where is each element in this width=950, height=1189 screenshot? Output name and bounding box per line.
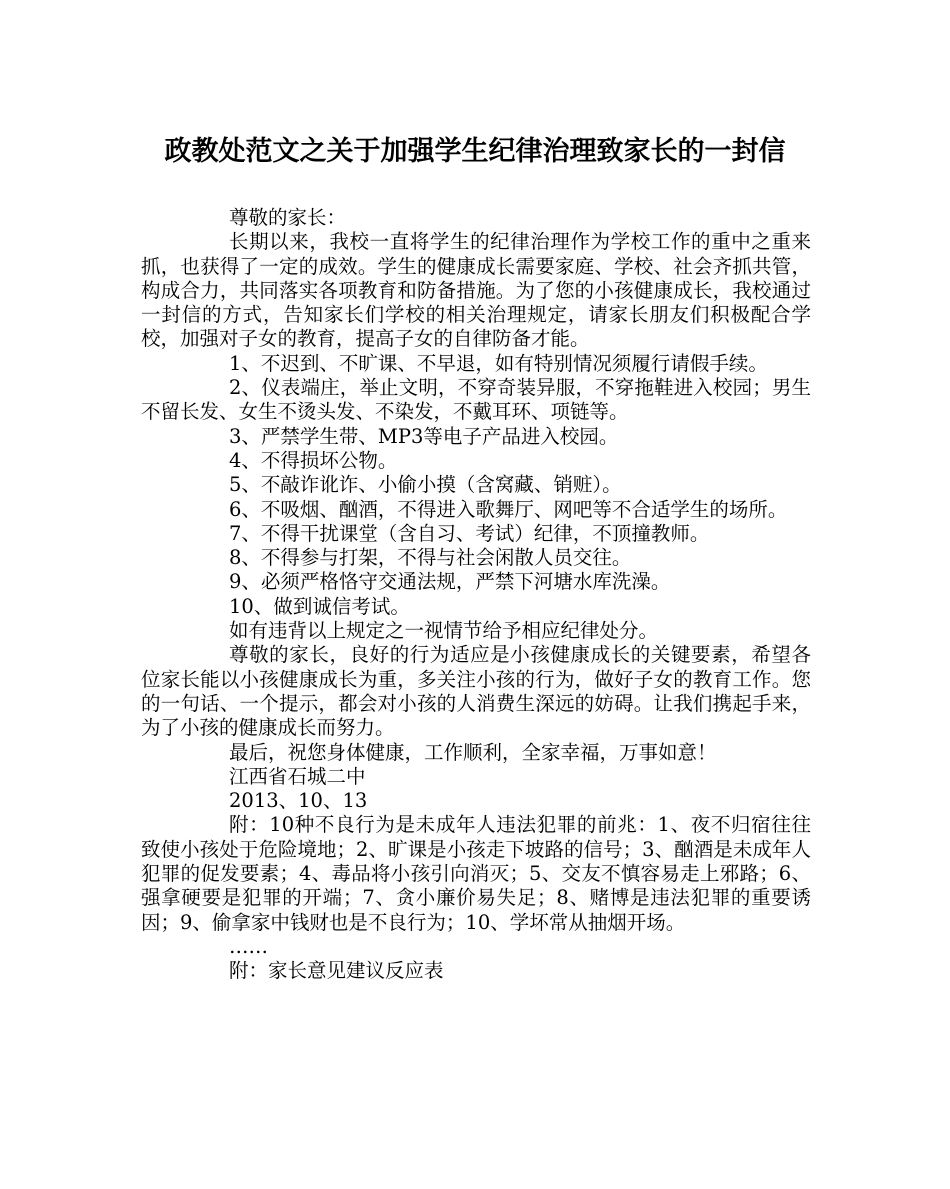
appeal-paragraph: 尊敬的家长，良好的行为适应是小孩健康成长的关键要素，希望各位家长能以小孩健康成长为重，多关注小孩的行为，做好子女的教育工作。您的一句话、一个提示，都会对小孩的人消费生深远的妨碍。让我们携起手来，为了小孩的健康成长而努力。 (141, 643, 811, 740)
appendix-form-title: 附：家长意见建议反应表 (229, 959, 444, 983)
rule-item: 6、不吸烟、酗酒，不得进入歌舞厅、网吧等不合适学生的场所。 (229, 497, 788, 521)
ellipsis: …… (229, 934, 268, 958)
school-signature: 江西省石城二中 (229, 764, 366, 788)
appendix-paragraph: 附：10种不良行为是未成年人违法犯罪的前兆：1、夜不归宿往往致使小孩处于危险境地；2、旷课是小孩走下坡路的信号；3、酗酒是未成年人犯罪的促发要素；4、毒品将小孩引向消灭；5、交友不慎容易走上邪路；6、强拿硬要是犯罪的开端；7、贪小廉价易失足；8、赌博是违法犯罪的重要诱因；9、偷拿家中钱财也是不良行为；10、学坏常从抽烟开场。 (141, 813, 811, 934)
rule-item: 1、不迟到、不旷课、不早退，如有特别情况须履行请假手续。 (229, 351, 768, 375)
intro-paragraph: 长期以来，我校一直将学生的纪律治理作为学校工作的重中之重来抓，也获得了一定的成效。学生的健康成长需要家庭、学校、社会齐抓共管，构成合力，共同落实各项教育和防备措施。为了您的小孩健康成长，我校通过一封信的方式，告知家长们学校的相关治理规定，请家长朋友们积极配合学校，加强对子女的教育，提高子女的自律防备才能。 (141, 230, 811, 351)
closing-wishes: 最后，祝您身体健康，工作顺利，全家幸福，万事如意！ (229, 740, 717, 764)
rule-item: 7、不得干扰课堂（含自习、考试）纪律，不顶撞教师。 (229, 521, 710, 545)
rule-item: 8、不得参与打架，不得与社会闲散人员交往。 (229, 546, 632, 570)
rule-item: 5、不敲诈讹诈、小偷小摸（含窝藏、销赃）。 (229, 473, 622, 497)
rule-item: 10、做到诚信考试。 (229, 594, 410, 618)
letter-body (141, 206, 811, 984)
rule-item: 3、严禁学生带、MP3等电子产品进入校园。 (229, 424, 619, 448)
salutation: 尊敬的家长： (229, 206, 347, 229)
rule-item: 4、不得损坏公物。 (229, 448, 398, 472)
penalty-note: 如有违背以上规定之一视情节给予相应纪律处分。 (229, 619, 659, 643)
rule-item: 2、仪表端庄，举止文明，不穿奇装异服，不穿拖鞋进入校园；男生不留长发、女生不烫头发、不染发，不戴耳环、项链等。 (141, 376, 811, 424)
document-title: 政教处范文之关于加强学生纪律治理致家长的一封信 (164, 136, 786, 167)
rule-item: 9、必须严格恪守交通法规，严禁下河塘水库洗澡。 (229, 570, 671, 594)
letter-date: 2013、10、13 (229, 789, 368, 813)
